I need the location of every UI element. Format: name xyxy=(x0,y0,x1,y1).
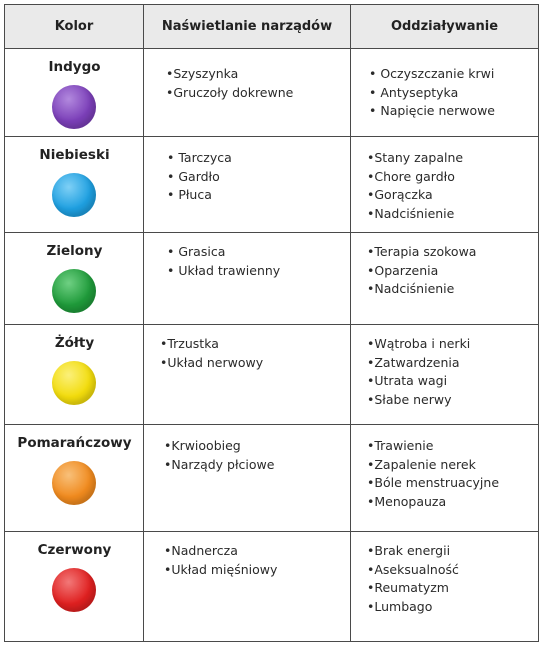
color-name: Pomarańczowy xyxy=(17,435,132,451)
table-row xyxy=(5,233,538,325)
list-item: • Antyseptyka xyxy=(369,84,459,100)
color-name: Indygo xyxy=(48,59,101,75)
list-item: •Lumbago xyxy=(367,598,433,614)
color-ball-icon xyxy=(52,85,96,129)
color-cell xyxy=(5,532,144,642)
header-effects: Oddziaływanie xyxy=(390,19,499,34)
table-row xyxy=(5,532,538,642)
color-therapy-table xyxy=(4,4,539,642)
header-row xyxy=(5,5,538,49)
list-item: •Narządy płciowe xyxy=(164,456,275,472)
effects-cell xyxy=(351,425,538,531)
header-color: Kolor xyxy=(5,5,144,48)
list-item: •Bóle menstruacyjne xyxy=(367,475,500,490)
list-item: •Nadciśnienie xyxy=(367,205,455,221)
effects-cell xyxy=(351,49,538,136)
organs-cell xyxy=(144,137,351,232)
effects-cell xyxy=(351,233,538,324)
organs-list xyxy=(160,335,263,372)
color-ball-icon xyxy=(52,568,96,612)
color-cell xyxy=(5,233,144,324)
organs-list xyxy=(164,437,274,474)
color-ball-icon xyxy=(52,461,96,505)
list-item: •Zapalenie nerek xyxy=(367,456,476,472)
color-name: Zielony xyxy=(46,243,103,259)
list-item: •Nadnercza xyxy=(164,543,238,558)
color-name: Niebieski xyxy=(39,147,110,163)
list-item: •Układ mięśniowy xyxy=(164,561,278,577)
organs-cell xyxy=(144,49,351,136)
color-ball-icon xyxy=(52,361,96,405)
list-item: •Utrata wagi xyxy=(367,373,448,388)
organs-cell xyxy=(144,425,351,531)
list-item: •Krwioobieg xyxy=(164,438,241,453)
list-item: •Menopauza xyxy=(367,493,447,509)
list-item: • Grasica xyxy=(167,244,226,259)
list-item: •Słabe nerwy xyxy=(367,391,452,407)
list-item: •Gorączka xyxy=(367,187,433,202)
table-row xyxy=(5,425,538,532)
color-ball-icon xyxy=(52,173,96,217)
color-cell xyxy=(5,137,144,232)
list-item: • Układ trawienny xyxy=(167,262,281,278)
list-item: •Nadciśnienie xyxy=(367,281,455,296)
list-item: •Chore gardło xyxy=(367,168,455,184)
list-item: • Oczyszczanie krwi xyxy=(369,66,495,81)
table-row xyxy=(5,325,538,425)
color-cell xyxy=(5,425,144,531)
list-item: •Reumatyzm xyxy=(367,580,449,595)
effects-cell xyxy=(351,137,538,232)
organs-cell xyxy=(144,532,351,642)
organs-list xyxy=(167,243,280,280)
effects-cell xyxy=(351,325,538,424)
list-item: •Trzustka xyxy=(160,336,219,351)
list-item: •Terapia szokowa xyxy=(367,244,477,259)
organs-list xyxy=(166,65,293,102)
header-organs: Naświetlanie narządów xyxy=(144,5,351,48)
list-item: •Szyszynka xyxy=(166,66,239,81)
effects-cell xyxy=(351,532,538,642)
list-item: •Oparzenia xyxy=(367,262,439,278)
list-item: •Stany zapalne xyxy=(367,150,464,165)
organs-list xyxy=(164,542,277,579)
effects-list xyxy=(367,437,499,511)
list-item: • Napięcie nerwowe xyxy=(369,103,496,118)
table-row xyxy=(5,49,538,137)
organs-cell xyxy=(144,233,351,324)
effects-list xyxy=(367,243,476,299)
color-cell xyxy=(5,325,144,424)
organs-cell xyxy=(144,325,351,424)
effects-list xyxy=(367,149,463,223)
effects-list xyxy=(367,542,459,616)
list-item: •Brak energii xyxy=(367,543,451,558)
color-name: Czerwony xyxy=(37,542,112,558)
organs-list xyxy=(167,149,232,205)
list-item: •Gruczoły dokrewne xyxy=(166,84,294,100)
table-row xyxy=(5,137,538,233)
list-item: •Wątroba i nerki xyxy=(367,336,471,351)
list-item: • Gardło xyxy=(167,168,220,184)
list-item: •Zatwardzenia xyxy=(367,354,460,370)
color-ball-icon xyxy=(52,269,96,313)
list-item: •Układ nerwowy xyxy=(160,354,264,370)
list-item: • Płuca xyxy=(167,187,212,202)
list-item: •Aseksualność xyxy=(367,561,459,577)
color-name: Żółty xyxy=(54,335,95,351)
effects-list xyxy=(369,65,495,121)
color-cell xyxy=(5,49,144,136)
list-item: • Tarczyca xyxy=(167,150,232,165)
list-item: •Trawienie xyxy=(367,438,434,453)
effects-list xyxy=(367,335,470,409)
